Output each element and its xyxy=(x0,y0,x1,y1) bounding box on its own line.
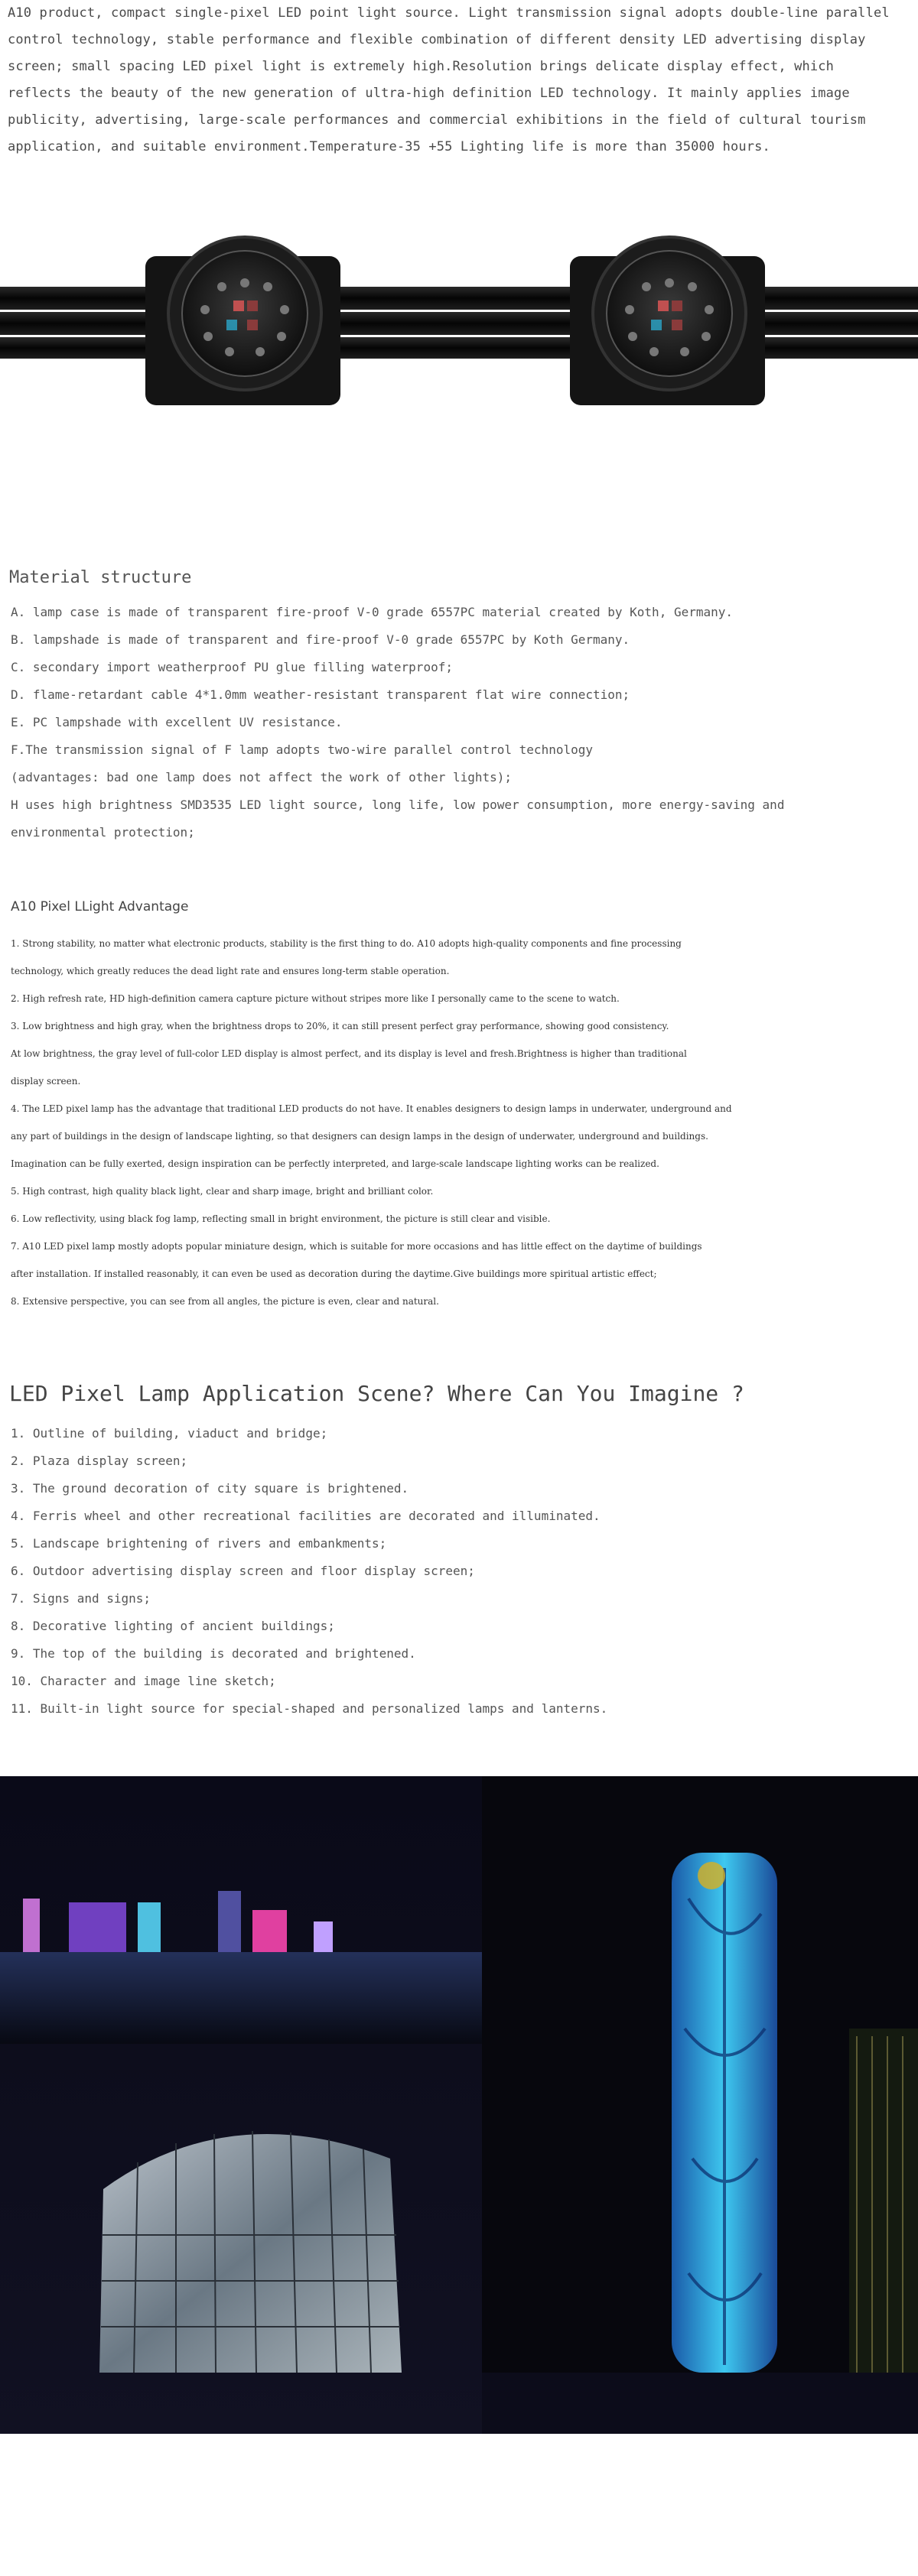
list-item: (advantages: bad one lamp does not affect the work of other lights); xyxy=(11,770,513,784)
advantage-list xyxy=(11,930,732,1315)
list-item: technology, which greatly reduces the dead light rate and ensures long-term stable operation. xyxy=(11,966,450,976)
led-pixel-lamp-photo xyxy=(0,214,918,428)
advantage-title: A10 Pixel LLight Advantage xyxy=(11,899,189,914)
list-item: 2. Plaza display screen; xyxy=(11,1454,188,1468)
list-item: F.The transmission signal of F lamp adopts two-wire parallel control technology xyxy=(11,742,593,757)
list-item: 11. Built-in light source for special-shaped and personalized lamps and lanterns. xyxy=(11,1701,608,1716)
list-item: 6. Low reflectivity, using black fog lamp, reflecting small in bright environment, the picture is still clear and visible. xyxy=(11,1213,551,1224)
intro-line: control technology, stable performance and flexible combination of different density LED advertising display xyxy=(8,32,866,47)
pixel-lamp-right xyxy=(570,237,765,405)
list-item: after installation. If installed reasonably, it can even be used as decoration during the daytime.Give buildings more spiritual artistic effect; xyxy=(11,1269,657,1279)
scene-list xyxy=(11,1420,607,1723)
intro-line: publicity, advertising, large-scale performances and commercial exhibitions in the field of cultural tourism xyxy=(8,112,866,128)
list-item: At low brightness, the gray level of full-color LED display is almost perfect, and its display is level and fresh.Brightness is higher than traditional xyxy=(11,1048,687,1059)
list-item: environmental protection; xyxy=(11,825,195,840)
list-item: display screen. xyxy=(11,1076,81,1087)
list-item: 6. Outdoor advertising display screen and floor display screen; xyxy=(11,1564,475,1578)
list-item: 4. Ferris wheel and other recreational facilities are decorated and illuminated. xyxy=(11,1509,601,1523)
list-item: H uses high brightness SMD3535 LED light source, long life, low power consumption, more energy-saving and xyxy=(11,797,785,812)
list-item: 5. High contrast, high quality black light, clear and sharp image, bright and brilliant color. xyxy=(11,1186,434,1197)
list-item: B. lampshade is made of transparent and fire-proof V-0 grade 6557PC by Koth Germany. xyxy=(11,632,630,647)
list-item: 10. Character and image line sketch; xyxy=(11,1674,276,1688)
night-scene-photo-collage xyxy=(0,1776,918,2434)
list-item: D. flame-retardant cable 4*1.0mm weather-resistant transparent flat wire connection; xyxy=(11,687,630,702)
intro-line: application, and suitable environment.Temperature-35 +55 Lighting life is more than 35000 hours. xyxy=(8,139,770,154)
list-item: A. lamp case is made of transparent fire-proof V-0 grade 6557PC material created by Koth, Germany. xyxy=(11,605,734,619)
list-item: 8. Extensive perspective, you can see from all angles, the picture is even, clear and natural. xyxy=(11,1296,439,1307)
list-item: 9. The top of the building is decorated and brightened. xyxy=(11,1646,416,1661)
list-item: E. PC lampshade with excellent UV resistance. xyxy=(11,715,343,729)
list-item: any part of buildings in the design of landscape lighting, so that designers can design lamps in the design of underwater, underground and buildings. xyxy=(11,1131,708,1142)
list-item: 7. A10 LED pixel lamp mostly adopts popular miniature design, which is suitable for more occasions and has little effect on the daytime of buildings xyxy=(11,1241,702,1252)
material-list xyxy=(11,599,784,846)
list-item: 5. Landscape brightening of rivers and embankments; xyxy=(11,1536,387,1551)
intro-line: A10 product, compact single-pixel LED point light source. Light transmission signal adopts double-line parallel xyxy=(8,5,890,21)
list-item: 4. The LED pixel lamp has the advantage that traditional LED products do not have. It enables designers to design lamps in underwater, underground and xyxy=(11,1103,732,1114)
list-item: 8. Decorative lighting of ancient buildings; xyxy=(11,1619,335,1633)
intro-line: reflects the beauty of the new generation of ultra-high definition LED technology. It mainly applies image xyxy=(8,86,850,101)
scene-title: LED Pixel Lamp Application Scene? Where Can You Imagine ? xyxy=(9,1381,744,1406)
list-item: 7. Signs and signs; xyxy=(11,1591,151,1606)
pixel-lamp-left xyxy=(145,237,340,405)
list-item: 3. The ground decoration of city square is brightened. xyxy=(11,1481,409,1496)
material-title: Material structure xyxy=(9,568,192,587)
list-item: C. secondary import weatherproof PU glue filling waterproof; xyxy=(11,660,453,674)
list-item: 3. Low brightness and high gray, when the brightness drops to 20%, it can still present perfect gray performance, showing good consistency. xyxy=(11,1021,669,1031)
intro-line: screen; small spacing LED pixel light is extremely high.Resolution brings delicate display effect, which xyxy=(8,59,835,74)
intro-paragraph xyxy=(8,0,914,161)
list-item: 1. Strong stability, no matter what electronic products, stability is the first thing to do. A10 adopts high-quality components and fine processing xyxy=(11,938,682,949)
list-item: Imagination can be fully exerted, design inspiration can be perfectly interpreted, and large-scale landscape lighting works can be realized. xyxy=(11,1158,659,1169)
list-item: 2. High refresh rate, HD high-definition camera capture picture without stripes more like I personally came to the scene to watch. xyxy=(11,993,620,1004)
list-item: 1. Outline of building, viaduct and bridge; xyxy=(11,1426,328,1441)
